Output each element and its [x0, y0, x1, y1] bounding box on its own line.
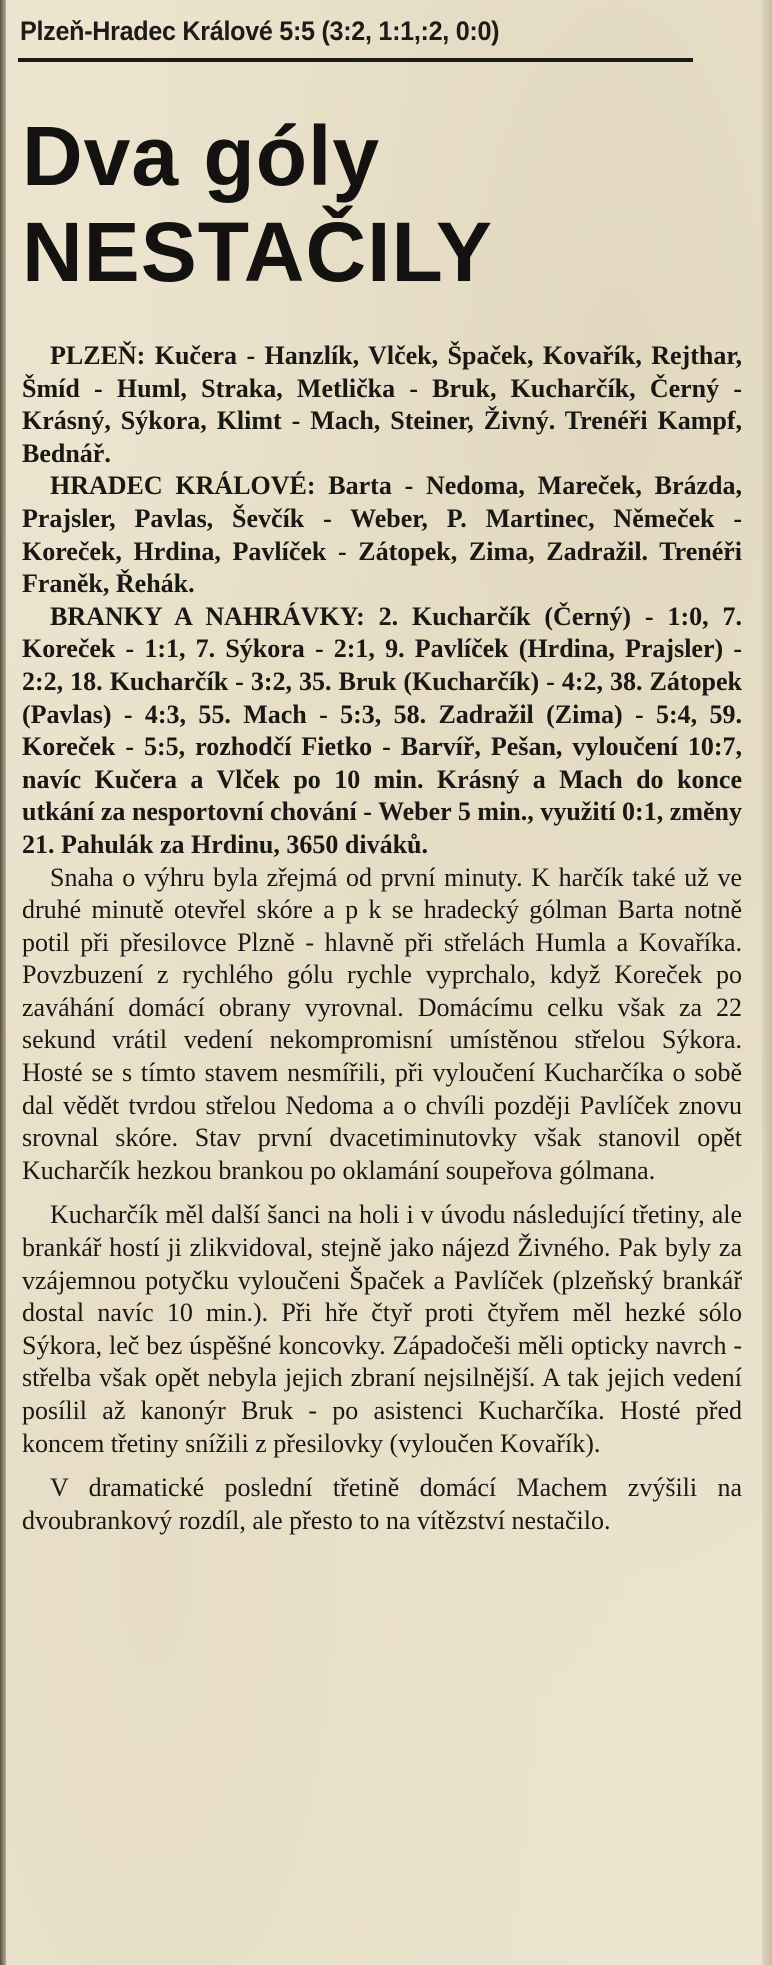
kicker-divider	[18, 58, 693, 62]
story-paragraph-2: Kucharčík měl další šanci na holi i v úvodu následující třetiny, ale brankář hostí ji zlikvidoval, stejně jako nájezd Živného. Pak byly za vzájemnou potyčku vyloučeni Špaček a Pavlíček (plzeňský brankář dostal navíc 10 min.). Při hře čtyř proti čtyřem měl hezké sólo Sýkora, leč bez úspěšné koncovky. Západočeši měli opticky navrch - střelba však opět nebyla jejich zbraní nejsilnější. A tak jejich vedení posílil až kanonýr Bruk - po asistenci Kucharčíka. Hosté před koncem třetiny snížili z přesilovky (vyloučen Kovařík).	[22, 1200, 742, 1458]
lineup-hradec: HRADEC KRÁLOVÉ: Barta - Nedoma, Mareček, Brázda, Prajsler, Pavlas, Ševčík - Weber, P. Martinec, Němeček - Koreček, Hrdina, Pavlíček - Zátopek, Zima, Zadražil. Trenéři Franěk, Řehák.	[22, 471, 742, 599]
article-headline	[22, 108, 493, 300]
clipping-left-edge	[0, 0, 6, 1965]
headline-line-2: NESTAČILY	[22, 205, 494, 299]
lineup-plzen: PLZEŇ: Kučera - Hanzlík, Vlček, Špaček, Kovařík, Rejthar, Šmíd - Huml, Straka, Metlička - Bruk, Kucharčík, Černý - Krásný, Sýkora, Klimt - Mach, Steiner, Živný. Trenéři Kampf, Bednář.	[22, 341, 742, 468]
headline-line-1: Dva góly	[22, 109, 381, 203]
match-result-kicker: Plzeň-Hradec Králové 5:5 (3:2, 1:1,:2, 0:0)	[20, 16, 500, 46]
story-paragraph-3: V dramatické poslední třetině domácí Machem zvýšili na dvoubrankový rozdíl, ale přesto to na vítězství nestačilo.	[22, 1473, 742, 1535]
story-paragraph-1: Snaha o výhru byla zřejmá od první minuty. K harčík také už ve druhé minutě otevřel skóre a p k se hradecký gólman Barta notně potil při přesilovce Plzně - hlavně při střelách Humla a Kovaříka. Povzbuzení z rychlého gólu rychle vyprchalo, když Koreček po zaváhání domácí obrany vyrovnal. Domácímu celku však za 22 sekund vrátil vedení nekompromisní umístěnou střelou Sýkora. Hosté se s tímto stavem nesmířili, při vyloučení Kucharčíka o sobě dal vědět tvrdou střelou Nedoma a o chvíli později Pavlíček znovu srovnal skóre. Stav první dvacetiminutovky však stanovil opět Kucharčík hezkou brankou po oklamání soupeřova gólmana.	[22, 862, 742, 1185]
article-body	[22, 340, 742, 1537]
clipping-right-edge	[762, 0, 772, 1965]
goals-and-assists: BRANKY A NAHRÁVKY: 2. Kucharčík (Černý) - 1:0, 7. Koreček - 1:1, 7. Sýkora - 2:1, 9. Pavlíček (Hrdina, Prajsler) - 2:2, 18. Kucharčík - 3:2, 35. Bruk (Kucharčík) - 4:2, 38. Zátopek (Pavlas) - 4:3, 55. Mach - 5:3, 58. Zadražil (Zima) - 5:4, 59. Koreček - 5:5, rozhodčí Fietko - Barvíř, Pešan, vyloučení 10:7, navíc Kučera a Vlček po 10 min. Krásný a Mach do konce utkání za nesportovní chování - Weber 5 min., využití 0:1, změny 21. Pahulák za Hrdinu, 3650 diváků.	[22, 601, 742, 859]
